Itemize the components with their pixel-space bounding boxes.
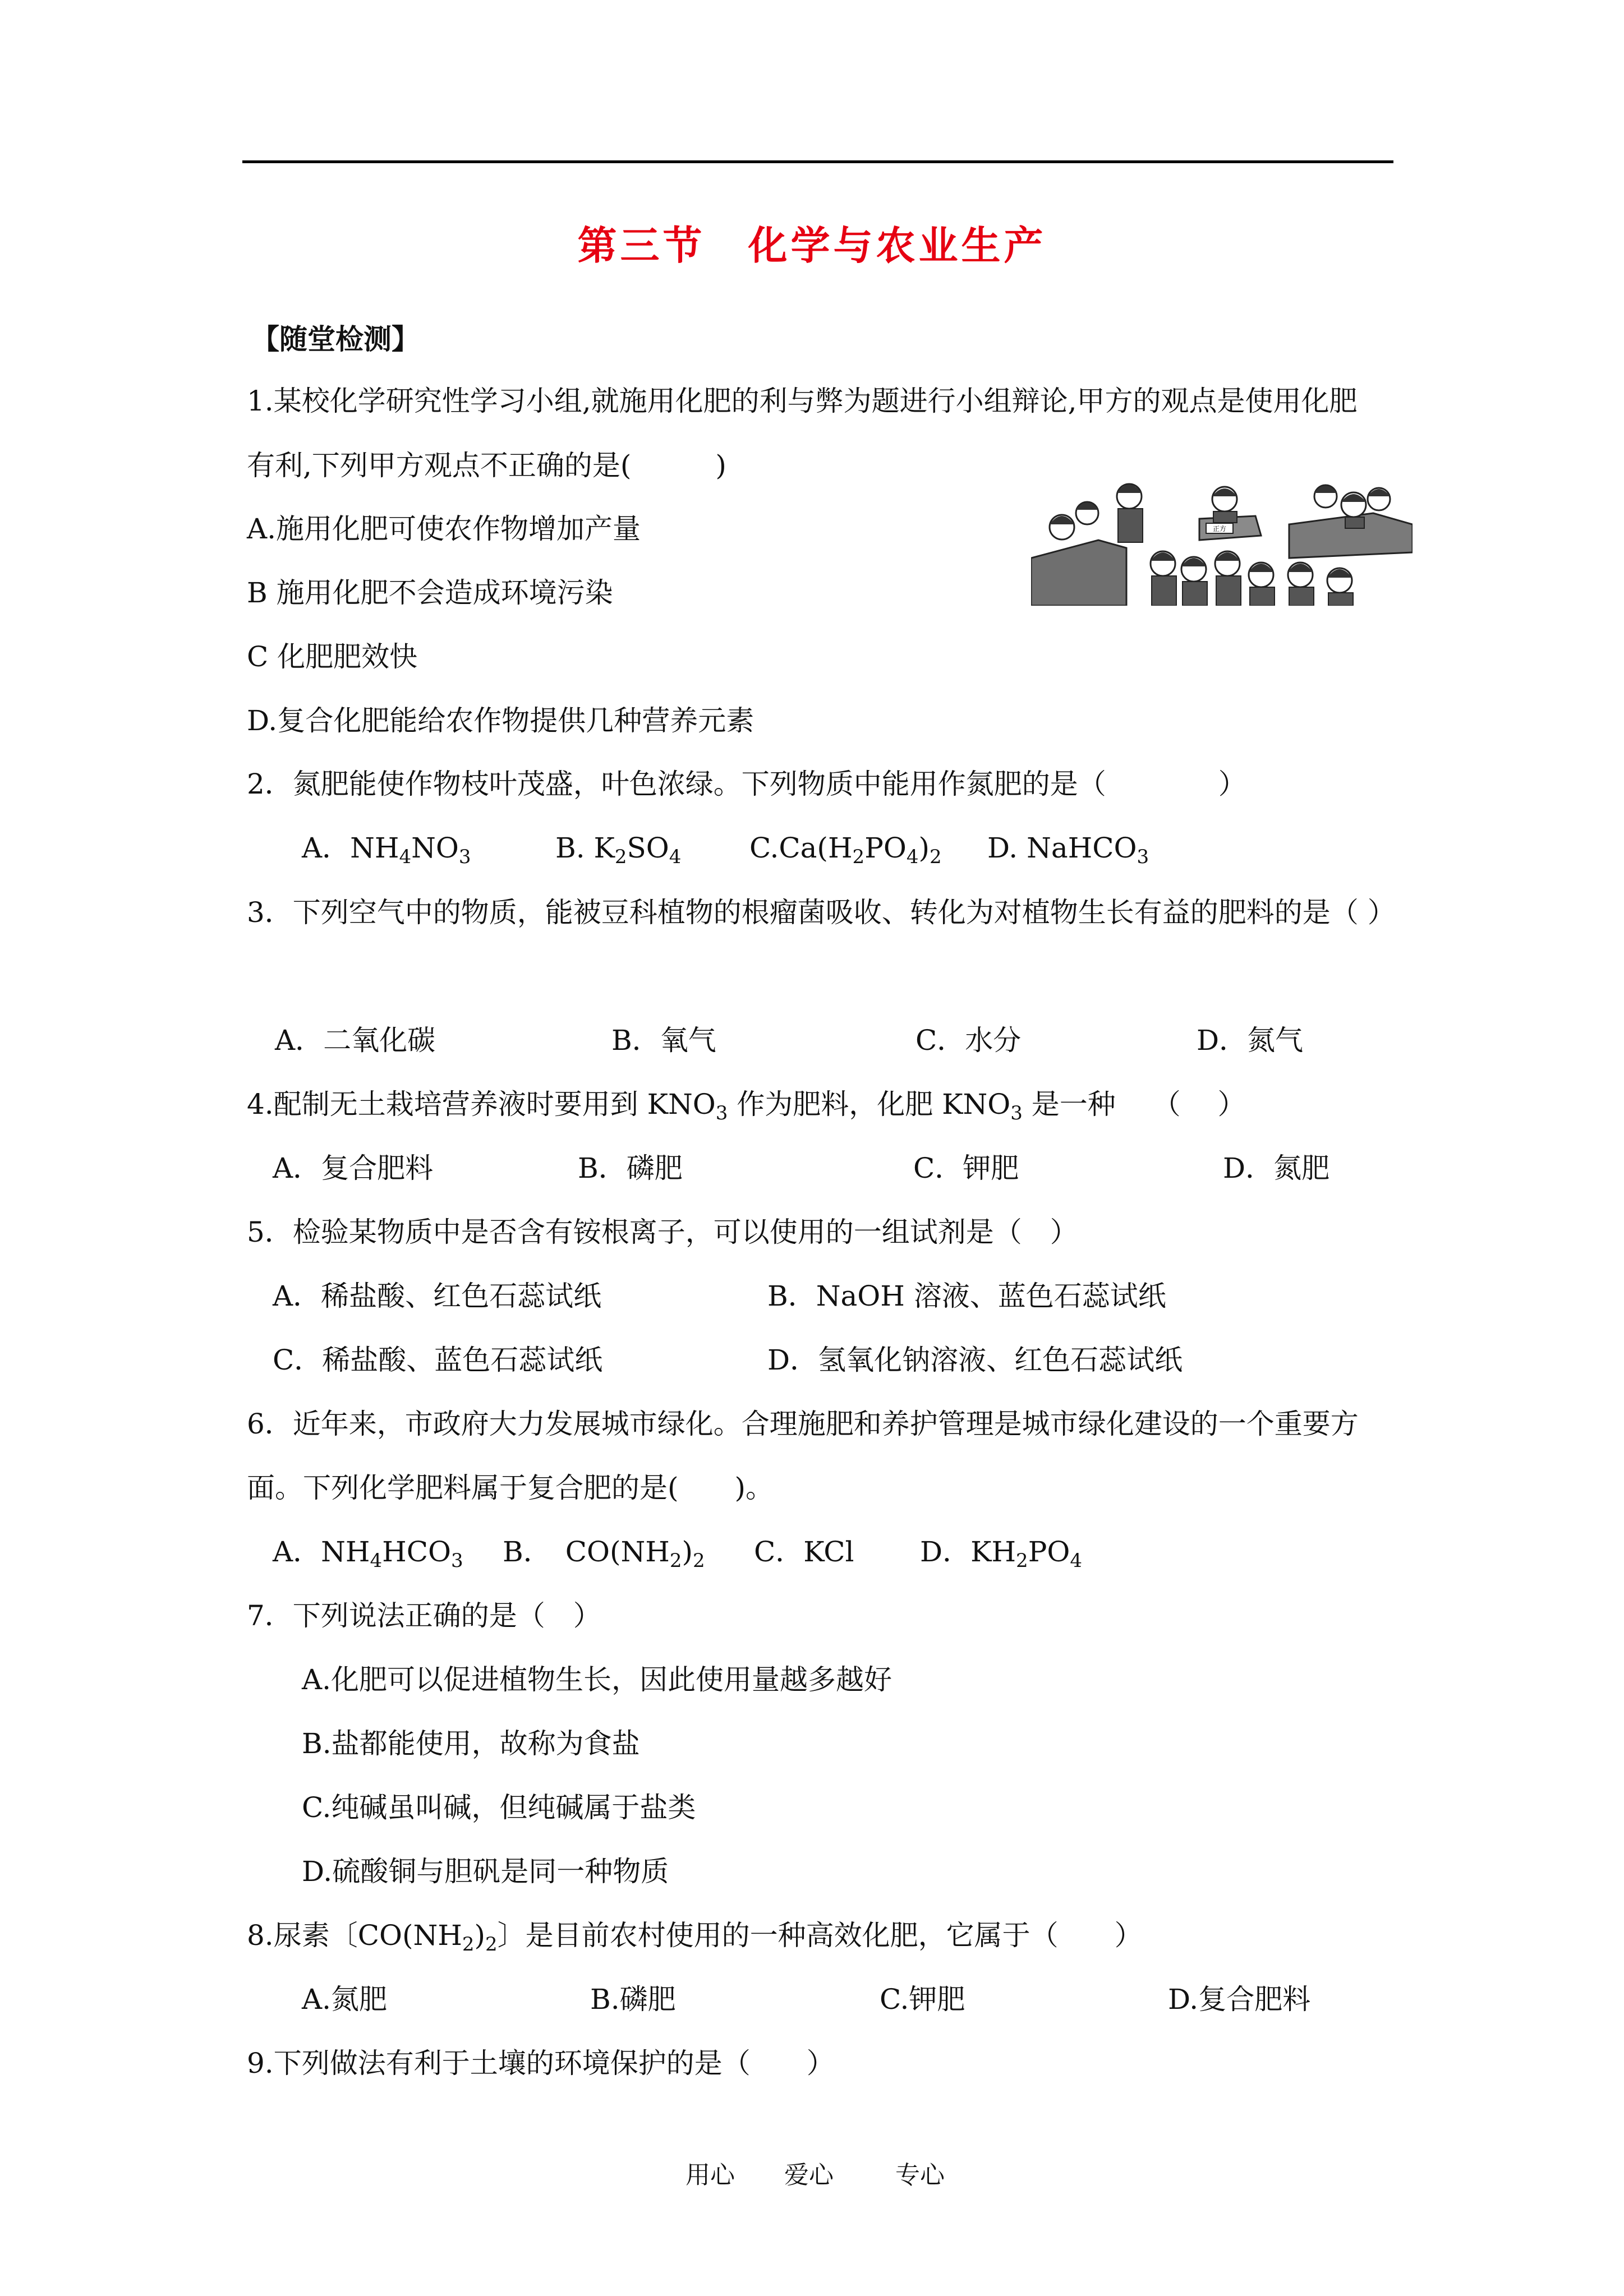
- q1-stem-line1: 1.某校化学研究性学习小组,就施用化肥的利与弊为题进行小组辩论,甲方的观点是使用化肥: [247, 385, 1358, 417]
- q8-option-b: B.磷肥: [590, 1983, 676, 2016]
- q1-option-b: B 施用化肥不会造成环境污染: [247, 577, 613, 609]
- section-heading: 【随堂检测】: [251, 323, 420, 356]
- q2-option-b: B. $K_2SO_4$: [555, 832, 682, 868]
- q3-option-a: A．二氧化碳: [275, 1024, 436, 1057]
- q9-stem: 9.下列做法有利于土壤的环境保护的是（ ）: [247, 2047, 835, 2080]
- page-title: 第三节 化学与农业生产: [577, 223, 1047, 269]
- q2-stem: 2．氮肥能使作物枝叶茂盛，叶色浓绿。下列物质中能用作氮肥的是（ ）: [247, 768, 1246, 800]
- q2-option-d: D. NaHCO$_3$: [987, 832, 1149, 868]
- q2-option-a: A．$NH_4NO_3$: [302, 832, 471, 868]
- q1-option-d: D.复合化肥能给农作物提供几种营养元素: [247, 704, 755, 737]
- q3-option-c: C．水分: [915, 1024, 1022, 1057]
- q4-option-a: A．复合肥料: [273, 1152, 434, 1184]
- q6-option-a: A．$NH_4HCO_3$: [273, 1536, 463, 1572]
- q3-option-b: B．氧气: [611, 1024, 716, 1057]
- illustration-sign-label: 正方: [1212, 525, 1227, 533]
- q1-option-c: C 化肥肥效快: [247, 640, 418, 673]
- footer-text-2: 爱心: [784, 2161, 834, 2189]
- q4-option-b: B．磷肥: [578, 1152, 683, 1184]
- q7-stem: 7．下列说法正确的是（ ）: [247, 1599, 601, 1632]
- q7-option-b: B.盐都能使用，故称为食盐: [302, 1727, 640, 1760]
- q8-option-d: D.复合肥料: [1168, 1983, 1311, 2016]
- q6-stem-line1: 6．近年来，市政府大力发展城市绿化。合理施肥和养护管理是城市绿化建设的一个重要方: [247, 1408, 1359, 1440]
- q7-option-a: A.化肥可以促进植物生长，因此使用量越多越好: [302, 1663, 892, 1696]
- q4-stem: 4.配制无土栽培营养液时要用到 $KNO_3$ 作为肥料，化肥 $KNO_3$ 是一种 （ ）: [247, 1088, 1246, 1124]
- q1-stem-line2: 有利,下列甲方观点不正确的是( ): [247, 449, 726, 482]
- q6-option-b: B． $CO(NH_2)_2$: [503, 1536, 705, 1572]
- q5-option-b: B．NaOH 溶液、蓝色石蕊试纸: [767, 1280, 1166, 1312]
- q4-option-d: D．氮肥: [1223, 1152, 1330, 1184]
- q7-option-d: D.硫酸铜与胆矾是同一种物质: [302, 1855, 669, 1888]
- footer-text-3: 专心: [895, 2161, 945, 2189]
- q5-option-a: A．稀盐酸、红色石蕊试纸: [273, 1280, 602, 1312]
- q6-option-c: C．KCl: [754, 1536, 854, 1568]
- q8-option-c: C.钾肥: [880, 1983, 965, 2016]
- q1-option-a: A.施用化肥可使农作物增加产量: [247, 513, 641, 545]
- q8-stem: 8.尿素〔$CO(NH_2)_2$〕是目前农村使用的一种高效化肥，它属于（ ）: [247, 1919, 1143, 1956]
- q3-option-d: D．氮气: [1197, 1024, 1304, 1057]
- q2-option-c: $C.Ca(H_2PO_4)_2$: [749, 832, 942, 868]
- q5-option-d: D．氢氧化钠溶液、红色石蕊试纸: [767, 1344, 1183, 1376]
- footer-text-1: 用心: [686, 2161, 735, 2189]
- q7-option-c: C.纯碱虽叫碱，但纯碱属于盐类: [302, 1791, 696, 1824]
- top-rule: [242, 160, 1393, 163]
- debate-illustration: [1031, 474, 1413, 606]
- q6-stem-line2: 面。下列化学肥料属于复合肥的是( )。: [247, 1472, 774, 1504]
- q5-stem: 5．检验某物质中是否含有铵根离子，可以使用的一组试剂是（ ）: [247, 1216, 1078, 1248]
- q4-option-c: C．钾肥: [913, 1152, 1019, 1184]
- q5-option-c: C．稀盐酸、蓝色石蕊试纸: [273, 1344, 603, 1376]
- q8-option-a: A.氮肥: [302, 1983, 388, 2016]
- q6-option-d: D．$KH_2PO_4$: [920, 1536, 1082, 1572]
- q3-stem: 3．下列空气中的物质，能被豆科植物的根瘤菌吸收、转化为对植物生长有益的肥料的是（ ）: [247, 896, 1396, 929]
